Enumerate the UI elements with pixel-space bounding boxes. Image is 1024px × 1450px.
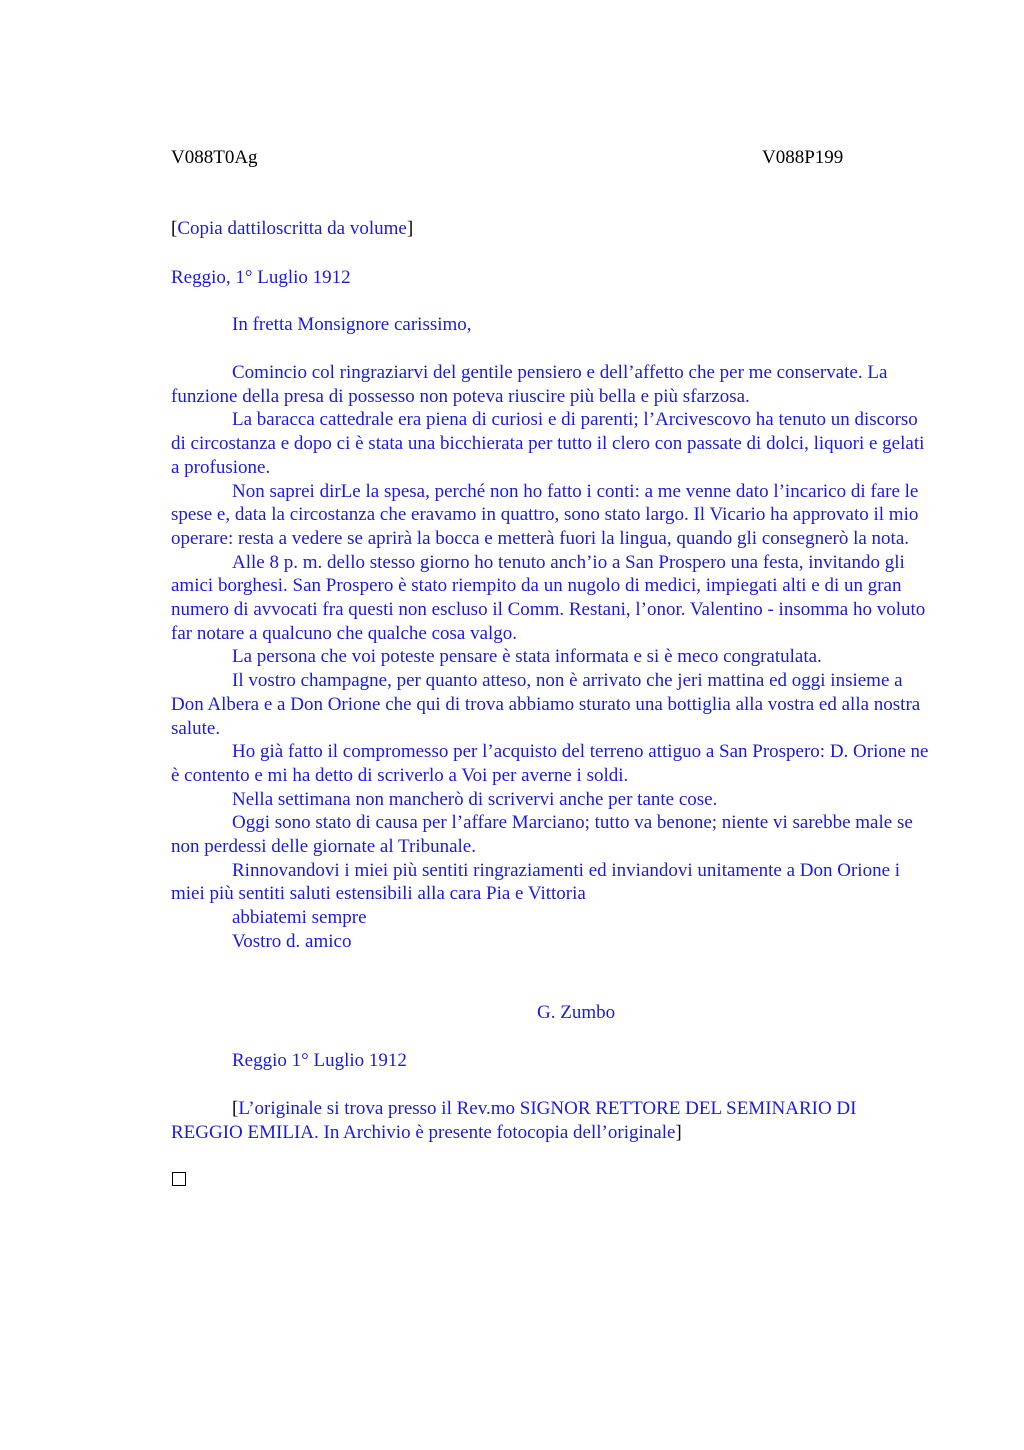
original-note-paragraph: [171, 1097, 931, 1144]
letter-body: [171, 361, 931, 954]
document-code-left: V088T0Ag: [171, 147, 258, 168]
paragraph: Non saprei dirLe la spesa, perché non ho fatto i conti: a me venne dato l’incarico di fare le spese e, data la circostanza che eravamo in quattro, sono stato largo. Il Vicario ha approvato il mio operare: resta a vedere se aprirà la bocca e metterà fuori la lingua, quando gli consegnerò la nota.: [171, 480, 919, 549]
original-note-open-bracket: [: [232, 1098, 239, 1119]
paragraph: Oggi sono stato di causa per l’affare Marciano; tutto va benone; niente vi sarebbe male se non perdessi delle giornate al Tribunale.: [171, 812, 913, 858]
paragraph: La baracca cattedrale era piena di curiosi e di parenti; l’Arcivescovo ha tenuto un discorso di circostanza e dopo ci è stata una bicchierata per tutto il clero con passate di dolci, liquori e gelati a profusione.: [171, 409, 925, 478]
closing-line-2: Vostro d. amico: [232, 930, 352, 952]
salutation: In fretta Monsignore carissimo,: [232, 314, 472, 335]
paragraph: Ho già fatto il compromesso per l’acquisto del terreno attiguo a San Prospero: D. Orione ne è contento e mi ha detto di scriverlo a Voi per averne i soldi.: [171, 741, 929, 786]
paragraph: Alle 8 p. m. dello stesso giorno ho tenuto anch’io a San Prospero una festa, invitando gli amici borghesi. San Prospero è stato riempito da un nugolo di medici, impiegati alti e di un gran numero di avvocati fra questi non escluso il Comm. Restani, l’onor. Valentino - insomma ho voluto far notare a qualcuno che qualche cosa valgo.: [171, 551, 926, 644]
copy-note-text: Copia dattiloscritta da volume: [177, 218, 407, 239]
original-note: [171, 1097, 931, 1144]
paragraph: La persona che voi poteste pensare è stata informata e si è meco congratulata.: [232, 646, 822, 668]
empty-box-icon: [172, 1172, 186, 1186]
footer-date: Reggio 1° Luglio 1912: [232, 1050, 407, 1071]
closing-line-1: abbiatemi sempre: [232, 907, 367, 929]
signature: G. Zumbo: [537, 1002, 616, 1023]
copy-note: [171, 217, 413, 241]
copy-note-open-bracket: [: [171, 218, 178, 239]
document-code-right: V088P199: [762, 147, 844, 168]
original-note-close-bracket: ]: [675, 1121, 682, 1143]
copy-note-close-bracket: ]: [406, 218, 414, 239]
paragraph: Nella settimana non mancherò di scrivervi anche per tante cose.: [232, 788, 718, 810]
paragraph: Comincio col ringraziarvi del gentile pensiero e dell’affetto che per me conservate. La funzione della presa di possesso non poteva riuscire più bella e più sfarzosa.: [171, 362, 888, 407]
paragraph: Rinnovandovi i miei più sentiti ringraziamenti ed inviandovi unitamente a Don Orione i miei più sentiti saluti estensibili alla cara Pia e Vittoria: [171, 859, 901, 905]
place-date: Reggio, 1° Luglio 1912: [171, 267, 351, 288]
paragraph: Il vostro champagne, per quanto atteso, non è arrivato che jeri mattina ed oggi insieme a Don Albera e a Don Orione che qui di trova abbiamo sturato una bottiglia alla vostra ed alla nostra salute.: [171, 670, 921, 739]
original-note-text: L’originale si trova presso il Rev.mo SIGNOR RETTORE DEL SEMINARIO DI REGGIO EMILIA. In Archivio è presente fotocopia dell’originale: [171, 1098, 857, 1143]
